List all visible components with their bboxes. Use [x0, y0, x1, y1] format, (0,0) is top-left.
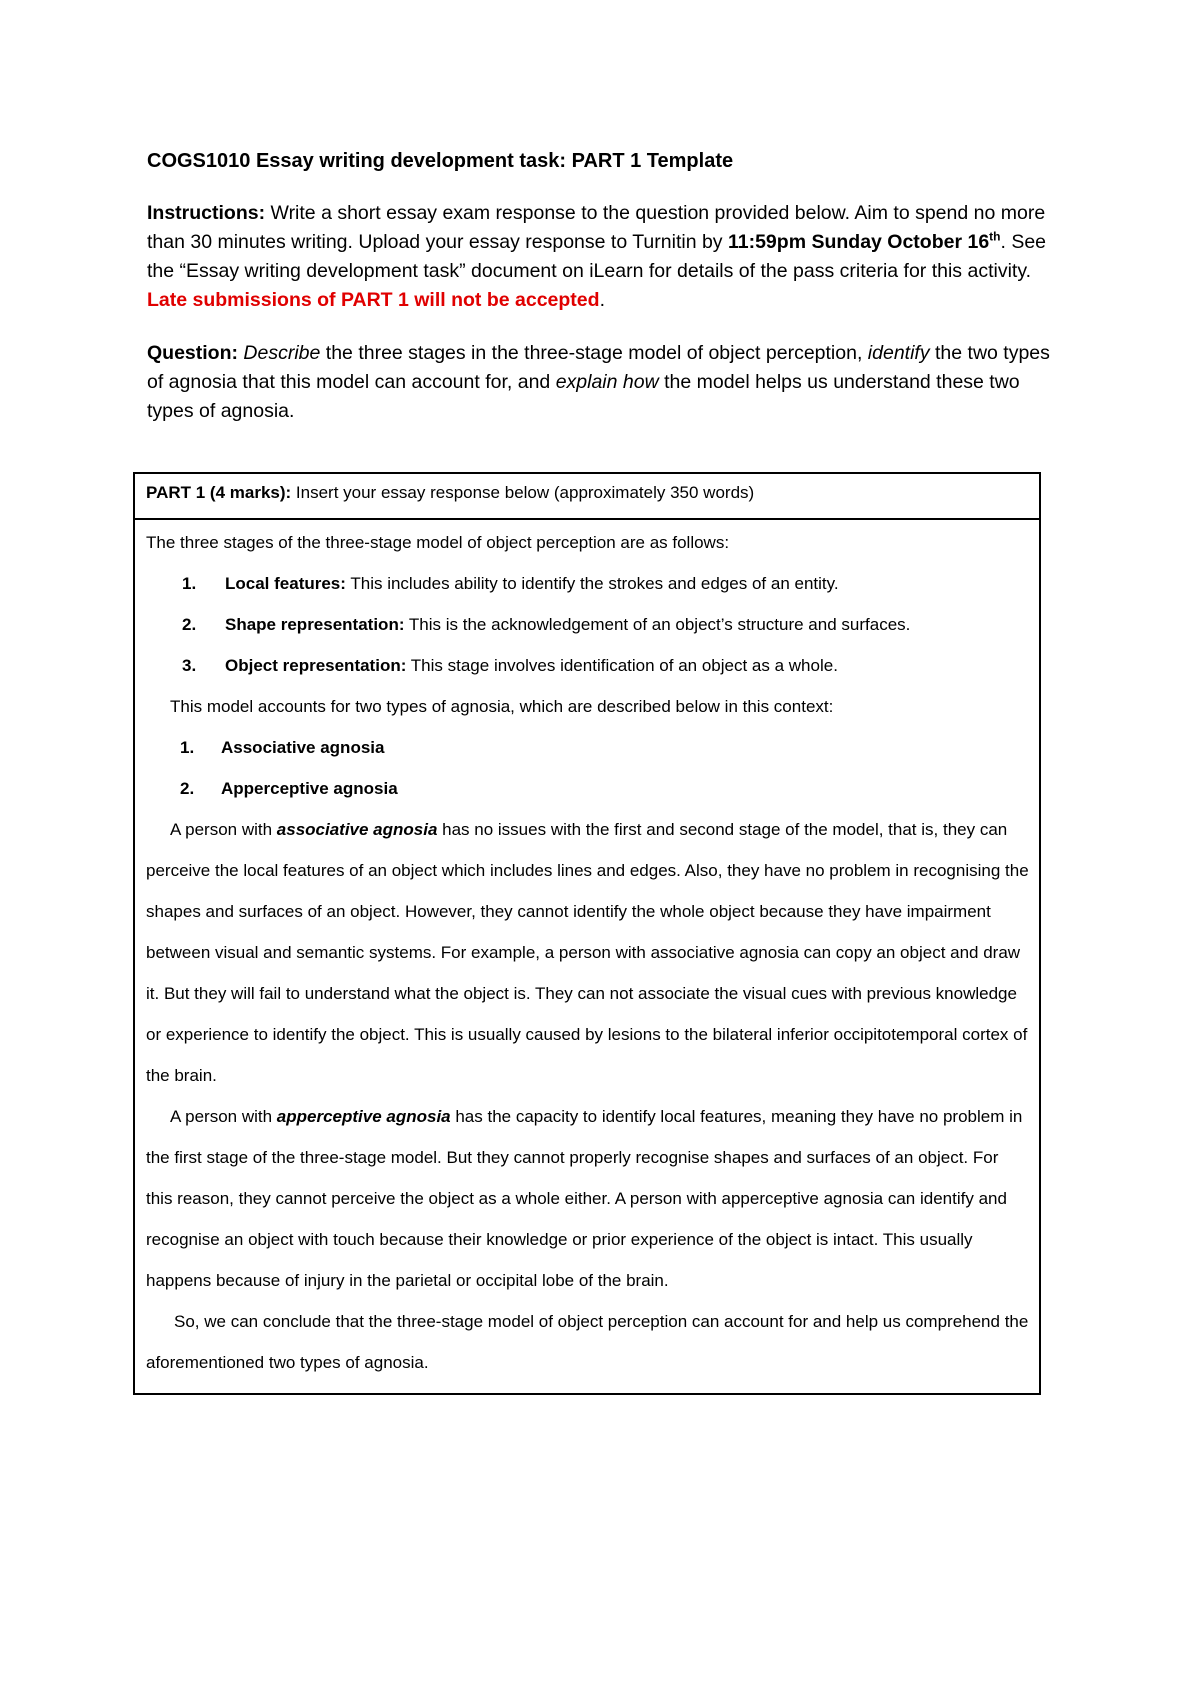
stage-desc: This is the acknowledgement of an object’s structure and surfaces.	[404, 615, 911, 634]
late-submission-notice: Late submissions of PART 1 will not be accepted	[147, 289, 600, 311]
essay-table-header	[135, 474, 1039, 520]
instructions-text-3: .	[599, 289, 605, 311]
list-item-number: 2.	[180, 779, 195, 798]
list-item	[146, 563, 1029, 604]
question-paragraph	[147, 339, 1067, 426]
deadline-time: 11:59pm Sunday October 16	[727, 231, 990, 253]
list-item-number: 3.	[182, 656, 197, 675]
list-item	[146, 604, 1029, 645]
question-part-2: the three stages in the three-stage model of object perception,	[320, 342, 868, 364]
stages-list	[146, 563, 1029, 686]
essay-header-text: Insert your essay response below (approximately 350 words)	[291, 483, 755, 502]
stage-term: Object representation:	[225, 656, 407, 675]
assoc-term: associative agnosia	[276, 820, 438, 839]
question-verb-explain: explain how	[555, 371, 659, 393]
associative-paragraph	[146, 809, 1029, 1096]
instructions-paragraph	[147, 199, 1067, 315]
apper-post: has the capacity to identify local features, meaning they have no problem in the first stage of the three-stage model. But they cannot properly recognise shapes and surfaces of an object. For this reason, they cannot perceive the object as a whole either. A person with apperceptive agnosia can identify and recognise an object with touch because their knowledge or prior experience of the object is intact. This usually happens because of injury in the parietal or occipital lobe of the brain.	[146, 1107, 1023, 1290]
deadline-suffix: th	[989, 229, 1001, 244]
assoc-pre: A person with	[170, 820, 277, 839]
agnosia-name: Apperceptive agnosia	[221, 779, 398, 798]
instructions-text-2: . See the “Essay writing development task” document on iLearn for details of the pass criteria for this activity.	[147, 231, 1047, 282]
agnosia-name: Associative agnosia	[221, 738, 385, 757]
question-part-4: the model helps us understand these two types of agnosia.	[147, 371, 1020, 422]
apperceptive-paragraph	[146, 1096, 1029, 1301]
essay-intro: The three stages of the three-stage model of object perception are as follows:	[146, 533, 730, 552]
list-item-number: 1.	[182, 574, 197, 593]
list-item	[146, 727, 1029, 768]
stage-term: Local features:	[225, 574, 346, 593]
essay-response-body[interactable]	[135, 520, 1039, 1393]
agnosia-list	[146, 727, 1029, 809]
list-item-number: 2.	[182, 615, 197, 634]
apper-pre: A person with	[170, 1107, 277, 1126]
essay-response-table	[133, 472, 1041, 1395]
model-intro: This model accounts for two types of agnosia, which are described below in this context:	[170, 697, 834, 716]
list-item	[146, 645, 1029, 686]
stage-term: Shape representation:	[225, 615, 405, 634]
assoc-post: has no issues with the first and second stage of the model, that is, they can perceive the local features of an object which includes lines and edges. Also, they have no problem in recognising the shapes and surfaces of an object. However, they cannot identify the whole object because they have impairment between visual and semantic systems. For example, a person with associative agnosia can copy an object and draw it. But they will fail to understand what the object is. They can not associate the visual cues with previous knowledge or experience to identify the object. This is usually caused by lesions to the bilateral inferior occipitotemporal cortex of the brain.	[146, 820, 1029, 1085]
conclusion-paragraph: So, we can conclude that the three-stage model of object perception can account for and help us comprehend the aforementioned two types of agnosia.	[146, 1312, 1029, 1372]
apper-term: apperceptive agnosia	[276, 1107, 451, 1126]
document-header	[147, 147, 1067, 450]
stage-desc: This includes ability to identify the strokes and edges of an entity.	[345, 574, 839, 593]
question-verb-describe: Describe	[243, 342, 321, 364]
stage-desc: This stage involves identification of an object as a whole.	[406, 656, 838, 675]
question-label: Question:	[147, 342, 238, 364]
list-item-number: 1.	[180, 738, 195, 757]
question-verb-identify: identify	[867, 342, 930, 364]
instructions-text-1: Write a short essay exam response to the question provided below. Aim to spend no more than 30 minutes writing. Upload your essay response to Turnitin by	[147, 202, 1046, 253]
essay-header-label: PART 1 (4 marks):	[146, 483, 292, 502]
document-title: COGS1010 Essay writing development task: PART 1 Template	[147, 150, 734, 172]
instructions-label: Instructions:	[147, 202, 266, 224]
question-part-3: the two types of agnosia that this model can account for, and	[147, 342, 1050, 393]
list-item	[146, 768, 1029, 809]
